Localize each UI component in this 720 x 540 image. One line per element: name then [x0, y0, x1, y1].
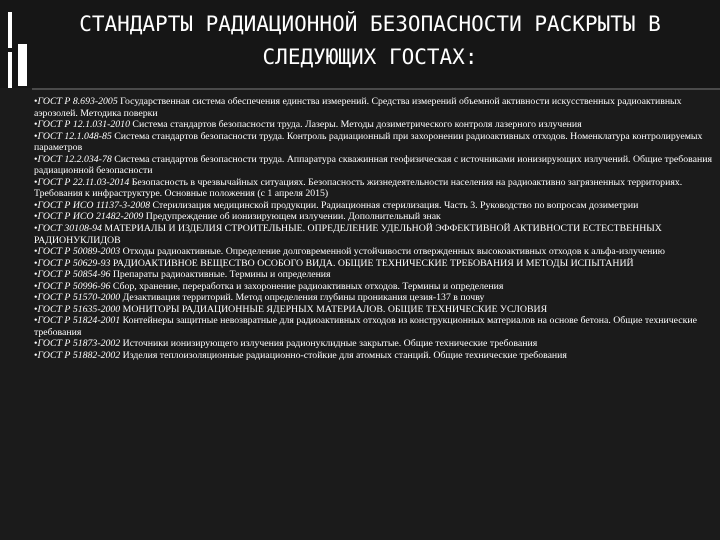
list-item [34, 304, 712, 316]
bullet-icon: • [34, 269, 38, 281]
bullet-icon: • [34, 257, 38, 269]
bullet-icon: • [34, 292, 38, 304]
bullet-icon: • [34, 119, 38, 131]
list-item [34, 258, 712, 270]
slide-title [40, 8, 700, 74]
bullet-icon: • [34, 223, 38, 235]
standard-title: Изделия теплоизоляционные радиационно-стойкие для атомных станций. Общие технические требования [120, 350, 567, 362]
standard-title: МАТЕРИАЛЫ И ИЗДЕЛИЯ СТРОИТЕЛЬНЫЕ. ОПРЕДЕЛЕНИЕ УДЕЛЬНОЙ ЭФФЕКТИВНОЙ АКТИВНОСТИ ЕСТЕСТВЕННЫХ РАДИОНУКЛИДОВ [34, 223, 662, 246]
standard-title: Предупреждение об ионизирующем излучении. Дополнительный знак [143, 211, 441, 223]
standard-code: ГОСТ Р 51824-2001 [37, 315, 121, 327]
standard-code: ГОСТ 12.2.034-78 [37, 153, 112, 165]
standard-code: ГОСТ Р 51882-2002 [37, 350, 121, 362]
standard-title: Система стандартов безопасности труда. Аппаратура скважинная геофизическая с источниками ионизирующих излучений. Общие требования радиационной безопасности [34, 153, 712, 177]
list-item [34, 200, 712, 212]
list-item [34, 350, 712, 362]
list-item [34, 315, 712, 338]
bullet-icon: • [34, 280, 38, 292]
bullet-icon: • [34, 338, 38, 350]
list-item [34, 292, 712, 304]
list-item [34, 223, 712, 246]
accent-bar [8, 12, 12, 48]
title-line-2: СЛЕДУЮЩИХ ГОСТАХ: [262, 45, 478, 69]
standard-title: Система стандартов безопасности труда. Лазеры. Методы дозиметрического контроля лазерного излучения [129, 119, 582, 131]
title-divider [32, 88, 720, 90]
list-item [34, 119, 712, 131]
standard-title: Сбор, хранение, переработка и захоронение радиоактивных отходов. Термины и определения [110, 280, 504, 292]
standard-title: Источники ионизирующего излучения радионуклидные закрытые. Общие технические требования [120, 338, 538, 350]
accent-bar [8, 52, 12, 88]
bullet-icon: • [34, 176, 38, 188]
list-item [34, 177, 712, 200]
bullet-icon: • [34, 246, 38, 258]
list-item [34, 338, 712, 350]
list-item [34, 96, 712, 119]
standard-code: ГОСТ Р 50996-96 [37, 280, 111, 292]
standard-code: ГОСТ Р 51635-2000 [37, 303, 121, 315]
standard-code: ГОСТ Р 22.11.03-2014 [37, 176, 130, 188]
standard-title: РАДИОАКТИВНОЕ ВЕЩЕСТВО ОСОБОГО ВИДА. ОБЩИЕ ТЕХНИЧЕСКИЕ ТРЕБОВАНИЯ И МЕТОДЫ ИСПЫТАНИЙ [110, 257, 634, 269]
standard-code: ГОСТ Р 51873-2002 [37, 338, 121, 350]
list-item [34, 131, 712, 154]
bullet-icon: • [34, 211, 38, 223]
standard-title: Препараты радиоактивные. Термины и определения [110, 269, 331, 281]
bullet-icon: • [34, 350, 38, 362]
bullet-icon: • [34, 315, 38, 327]
standard-code: ГОСТ Р 50629-93 [37, 257, 111, 269]
standard-code: ГОСТ Р 50089-2003 [37, 246, 121, 258]
standard-code: ГОСТ Р ИСО 21482-2009 [37, 211, 144, 223]
standard-title: Отходы радиоактивные. Определение долговременной устойчивости отвержденных высокоактивных отходов к альфа-излучению [120, 246, 665, 258]
bullet-icon: • [34, 199, 38, 211]
standard-title: Дезактивация территорий. Метод определения глубины проникания цезия-137 в почву [120, 292, 485, 304]
standard-code: ГОСТ Р 12.1.031-2010 [37, 119, 130, 131]
bullet-icon: • [34, 153, 38, 165]
list-item [34, 211, 712, 223]
standard-title: Государственная система обеспечения единства измерений. Средства измерений объемной активности искусственных радиоактивных аэрозолей. Методика поверки [34, 96, 682, 119]
standard-title: Стерилизация медицинской продукции. Радиационная стерилизация. Часть 3. Руководство по вопросам дозиметрии [150, 199, 639, 211]
standard-code: ГОСТ 12.1.048-85 [37, 130, 112, 142]
standard-code: ГОСТ Р ИСО 11137-3-2008 [37, 199, 151, 211]
standard-code: ГОСТ Р 50854-96 [37, 269, 111, 281]
bullet-icon: • [34, 303, 38, 315]
title-line-1: СТАНДАРТЫ РАДИАЦИОННОЙ БЕЗОПАСНОСТИ РАСКРЫТЫ В [79, 12, 661, 36]
gost-list [34, 96, 712, 536]
list-item [34, 246, 712, 258]
bullet-icon: • [34, 96, 38, 107]
accent-bar [18, 44, 27, 86]
standard-title: МОНИТОРЫ РАДИАЦИОННЫЕ ЯДЕРНЫХ МАТЕРИАЛОВ. ОБЩИЕ ТЕХНИЧЕСКИЕ УСЛОВИЯ [120, 303, 548, 315]
standard-code: ГОСТ 30108-94 [37, 223, 102, 235]
standard-code: ГОСТ Р 51570-2000 [37, 292, 121, 304]
list-item [34, 154, 712, 177]
standard-title: Система стандартов безопасности труда. Контроль радиационный при захоронении радиоактивных отходов. Номенклатура контролируемых параметров [34, 130, 703, 154]
bullet-icon: • [34, 130, 38, 142]
standard-title: Безопасность в чрезвычайных ситуациях. Безопасность жизнедеятельности населения на радиоактивно загрязненных территориях. Требования к инфраструктуре. Основные положения (с 1 апреля 2015) [34, 176, 683, 200]
standard-title: Контейнеры защитные невозвратные для радиоактивных отходов из конструкционных материалов на основе бетона. Общие технические требования [34, 315, 697, 338]
standard-code: ГОСТ Р 8.693-2005 [37, 96, 118, 107]
list-item [34, 269, 712, 281]
list-item [34, 281, 712, 293]
